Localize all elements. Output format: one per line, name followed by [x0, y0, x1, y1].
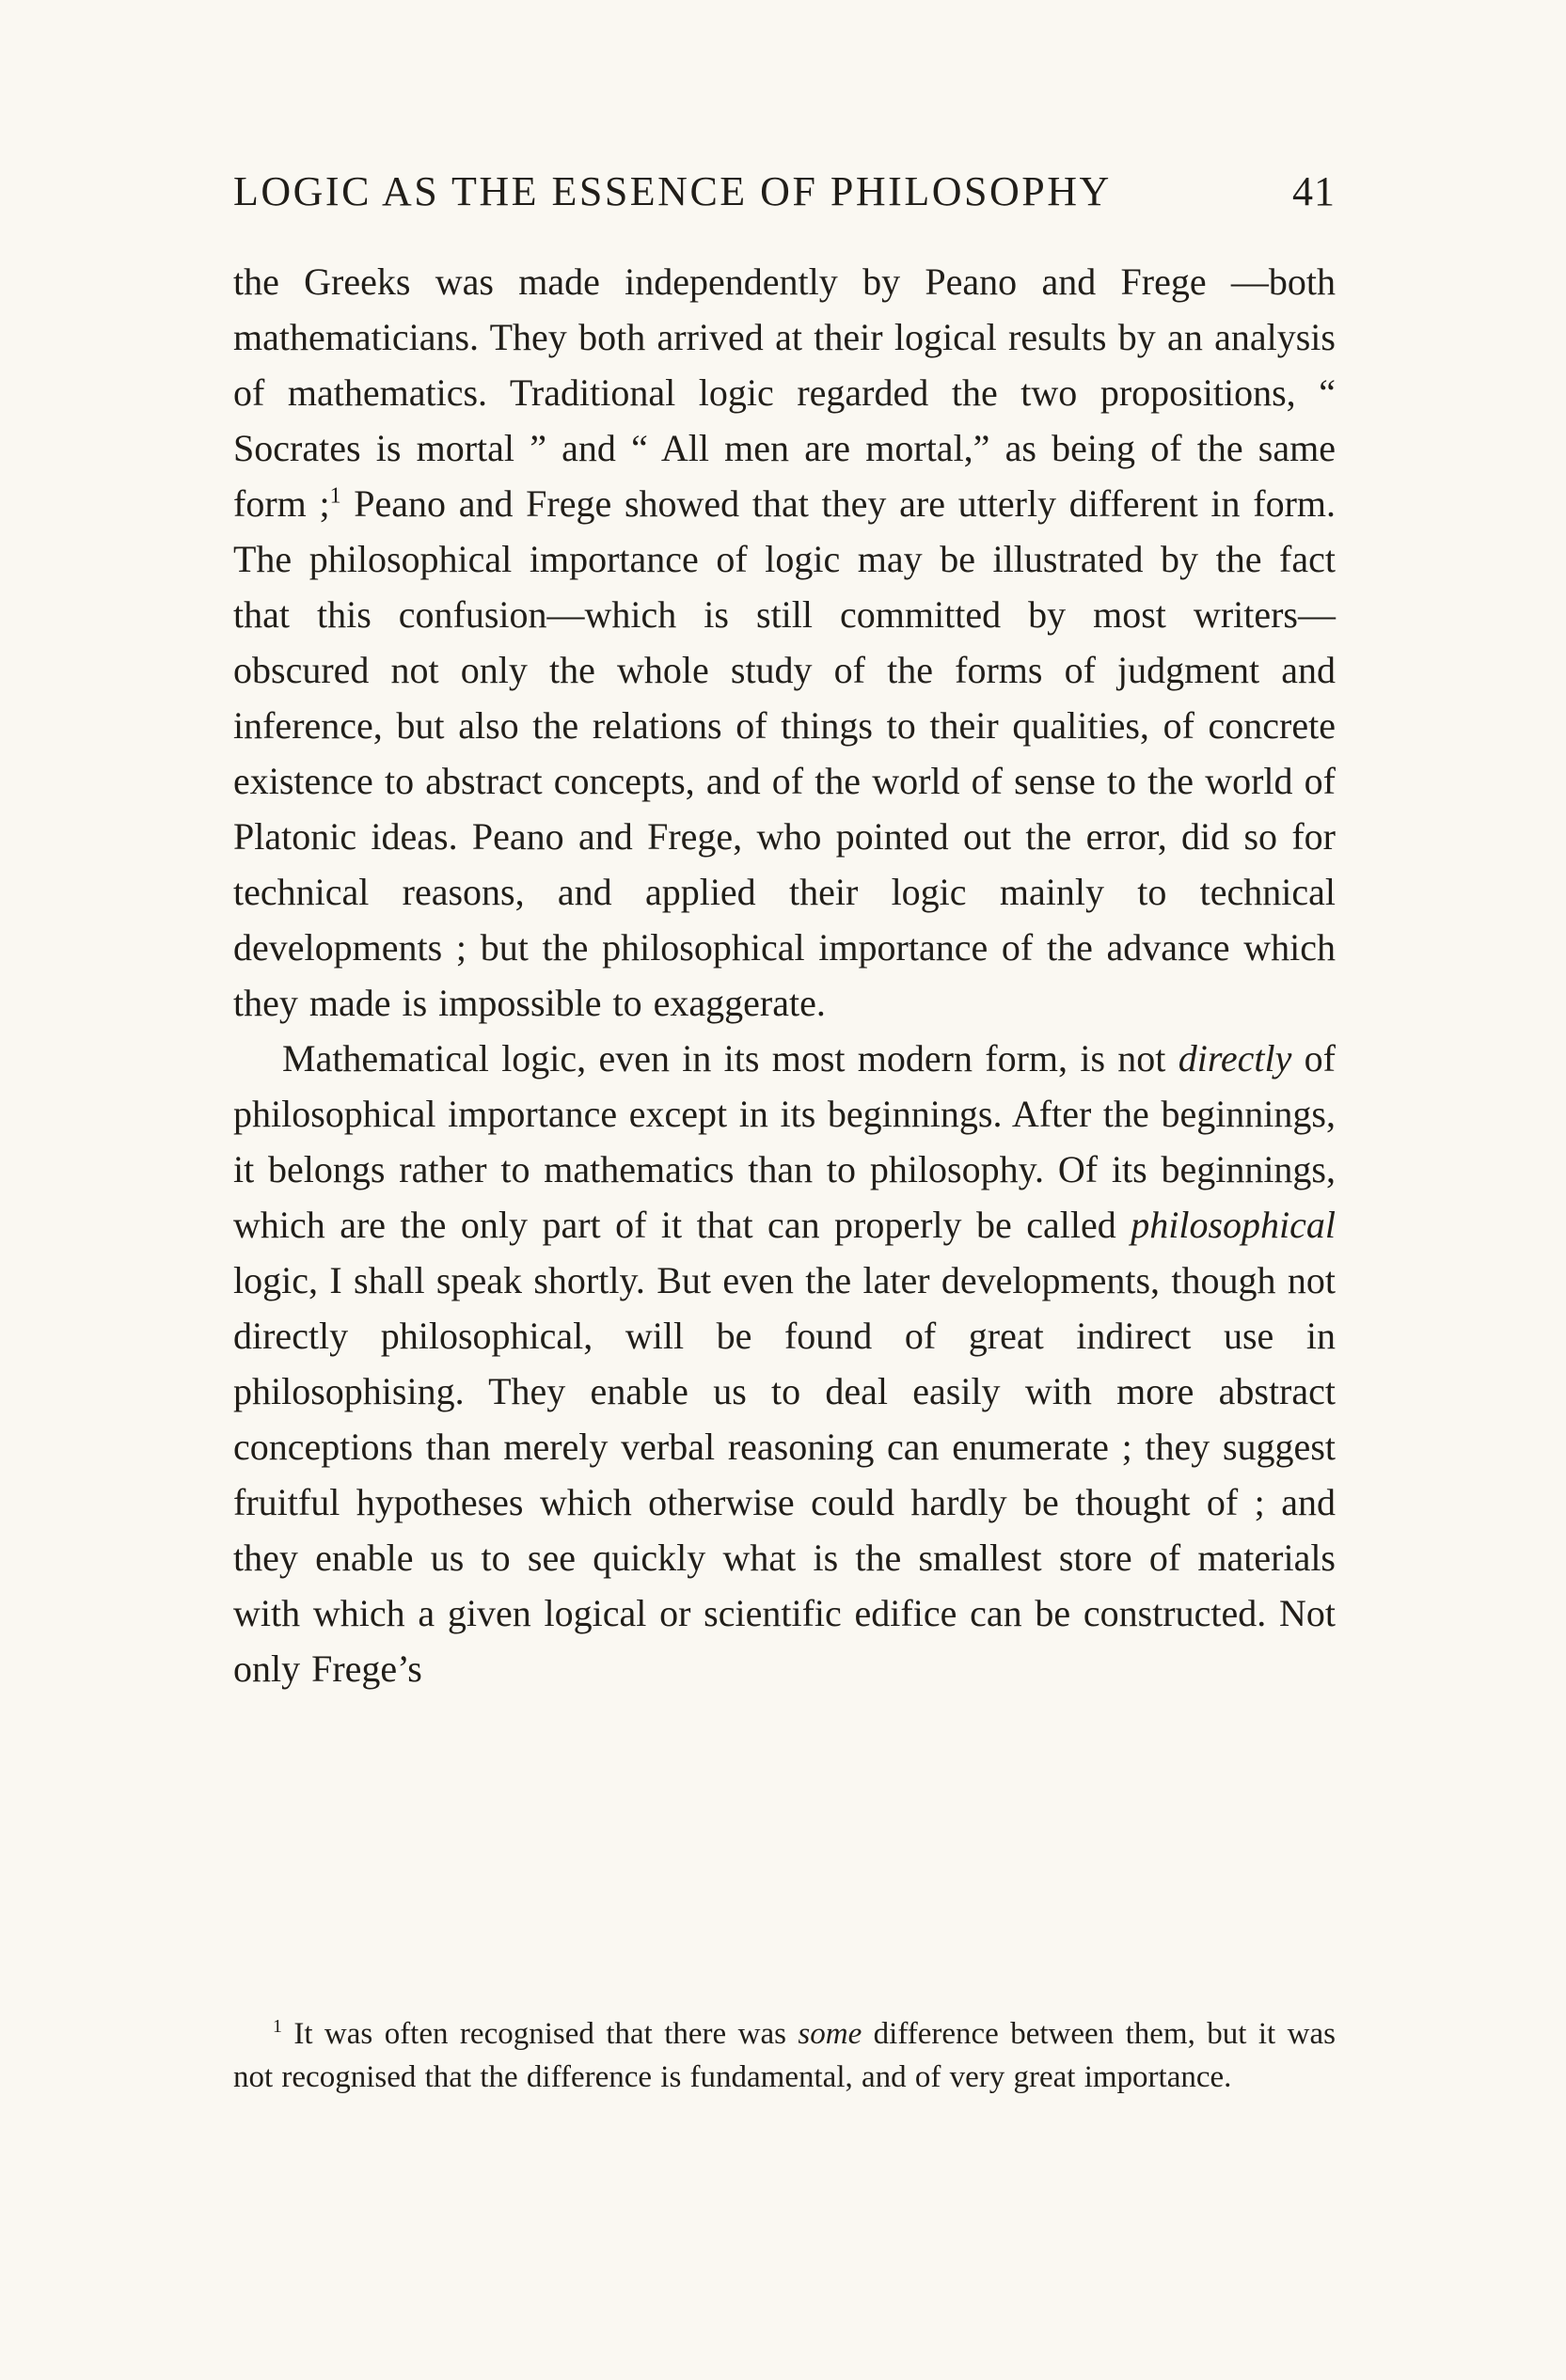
text-segment: logic, I shall speak shortly. But even the later developments, though not directly philosophical, will be found of great indirect use in philosophising. They enable us to deal easily with more abstract conceptions than merely verbal reasoning can enumerate ; they suggest fruitful hypotheses which otherwise could hardly be thought of ; and they enable us to see quickly what is the smallest store of materials with which a given logical or scientific edifice can be constructed. Not only Frege’s — [233, 1259, 1336, 1690]
text-segment: some — [798, 2017, 862, 2051]
text-segment: It was often recognised that there was — [281, 2017, 799, 2051]
text-segment: the Greeks was made independently by Peano and Frege —both mathematicians. They both arrived at their logical results by an analysis of mathematics. Traditional logic regarded the two propositions, “ Socrates is mortal ” and “ All men are mortal,” as being of the same form ; — [233, 260, 1336, 525]
text-segment: 1 — [273, 2016, 282, 2037]
text-segment: Peano and Frege showed that they are utterly different in form. The philosophical importance of logic may be illustrated by the fact that this confusion—which is still committed by most writers—obscured not only the whole study of the forms of judgment and inference, but also the relations of things to their qualities, of concrete existence to abstract concepts, and of the world of sense to the world of Platonic ideas. Peano and Frege, who pointed out the error, did so for technical reasons, and applied their logic mainly to technical developments ; but the philosophical importance of the advance which they made is impossible to exaggerate. — [233, 482, 1337, 1024]
text-segment: directly — [1178, 1037, 1292, 1080]
text-segment: 1 — [329, 483, 341, 509]
text-segment: of philosophical importance except in its beginnings. After the beginnings, it belongs rather to mathematics than to philosophy. Of its beginnings, which are the only part of it that can properly be called — [233, 1037, 1336, 1246]
text-segment: philosophical — [1131, 1204, 1336, 1246]
text-segment: difference between them, but it was not recognised that the difference is fundamental, and of very great importance. — [233, 2017, 1336, 2094]
paragraph — [233, 1031, 1336, 1696]
body-text — [233, 254, 1336, 1696]
text-segment: Mathematical logic, even in its most modern form, is not — [282, 1037, 1178, 1080]
running-header — [233, 167, 1336, 215]
header-title: LOGIC AS THE ESSENCE OF PHILOSOPHY — [233, 168, 1112, 214]
footnote — [233, 2012, 1336, 2099]
footnote-text — [233, 2012, 1336, 2099]
page-number: 41 — [1292, 168, 1336, 214]
paragraph — [233, 254, 1336, 1031]
